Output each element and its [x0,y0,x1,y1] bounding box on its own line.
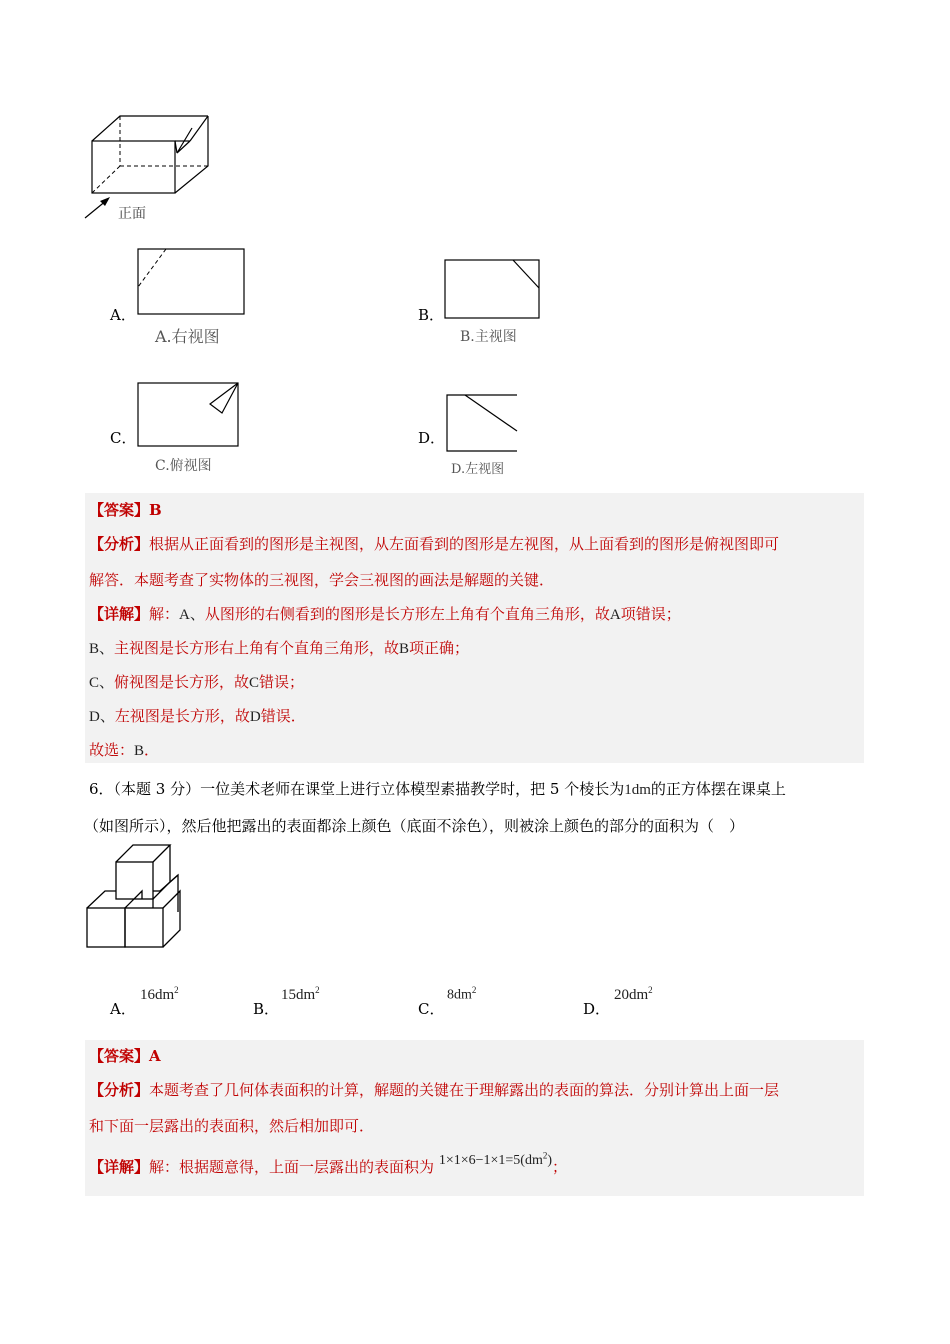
q5-analysis-line-1: 【分析】根据从正面看到的图形是主视图，从左面看到的图形是左视图，从上面看到的图形是俯视图即可 [89,535,780,553]
q5-option-a-figure [136,247,246,317]
q5-option-b-label: B． [418,306,445,324]
q6-answer: 【答案】A [89,1047,161,1065]
q5-option-a-label: A． [110,306,136,324]
q6-option-b-label: B． [253,1000,280,1018]
q5-solution-panel [85,493,864,763]
q5-analysis-line-2: 解答．本题考查了实物体的三视图，学会三视图的画法是解题的关键． [89,571,555,589]
q5-option-d-caption: D.左视图 [451,462,505,477]
q5-detail-line-2: B、主视图是长方形右上角有个直角三角形，故B项正确； [89,639,470,657]
q6-option-c-value: $8dm^2$ [447,985,477,1003]
q6-option-d-label: D． [583,1000,611,1018]
q5-detail-line-3: C、俯视图是长方形，故C错误； [89,673,305,691]
q6-solution-panel [85,1040,864,1196]
q5-solid-figure [80,108,220,223]
q6-option-d-value: $20dm^2$ [614,985,653,1003]
q6-option-c-label: C． [418,1000,445,1018]
q6-option-a-value: $16dm^2$ [140,985,179,1003]
q6-analysis-line-2: 和下面一层露出的表面积，然后相加即可． [89,1117,375,1135]
q6-detail-line-1: 【详解】解：根据题意得，上面一层露出的表面积为 $1\times 1\times 6-1\times 1=5(dm^2)$； [89,1150,568,1176]
q5-option-a-caption: A.右视图 [155,327,220,346]
q6-cubes-figure [85,842,200,952]
q6-option-b-value: $15dm^2$ [281,985,320,1003]
q5-detail-line-1: 【详解】解：A、从图形的右侧看到的图形是长方形左上角有个直角三角形，故A项错误； [89,605,681,623]
q6-stem-line-1: 6．（本题 3 分）一位美术老师在课堂上进行立体模型素描教学时，把 5 个棱长为1dm的正方体摆在课桌上 [89,780,786,798]
q5-option-c-label: C． [110,429,137,447]
q5-choose: 故选：B． [89,741,160,759]
q5-option-c-figure [136,381,240,448]
q5-option-b-figure [443,258,541,320]
q5-option-d-figure [445,393,519,453]
q6-analysis-line-1: 【分析】本题考查了几何体表面积的计算，解题的关键在于理解露出的表面的算法．分别计算出上面一层 [89,1081,780,1099]
front-label: 正面 [118,206,146,222]
q5-option-d-label: D． [418,429,446,447]
q5-option-c-caption: C.俯视图 [155,458,212,474]
q5-detail-line-4: D、左视图是长方形，故D错误． [89,707,306,725]
q5-option-b-caption: B.主视图 [460,329,517,345]
q6-stem-line-2: （如图所示），然后他把露出的表面都涂上颜色（底面不涂色），则被涂上颜色的部分的面积为（ ） [84,817,745,835]
q6-option-a-label: A． [110,1000,136,1018]
q5-answer: 【答案】B [89,501,162,519]
